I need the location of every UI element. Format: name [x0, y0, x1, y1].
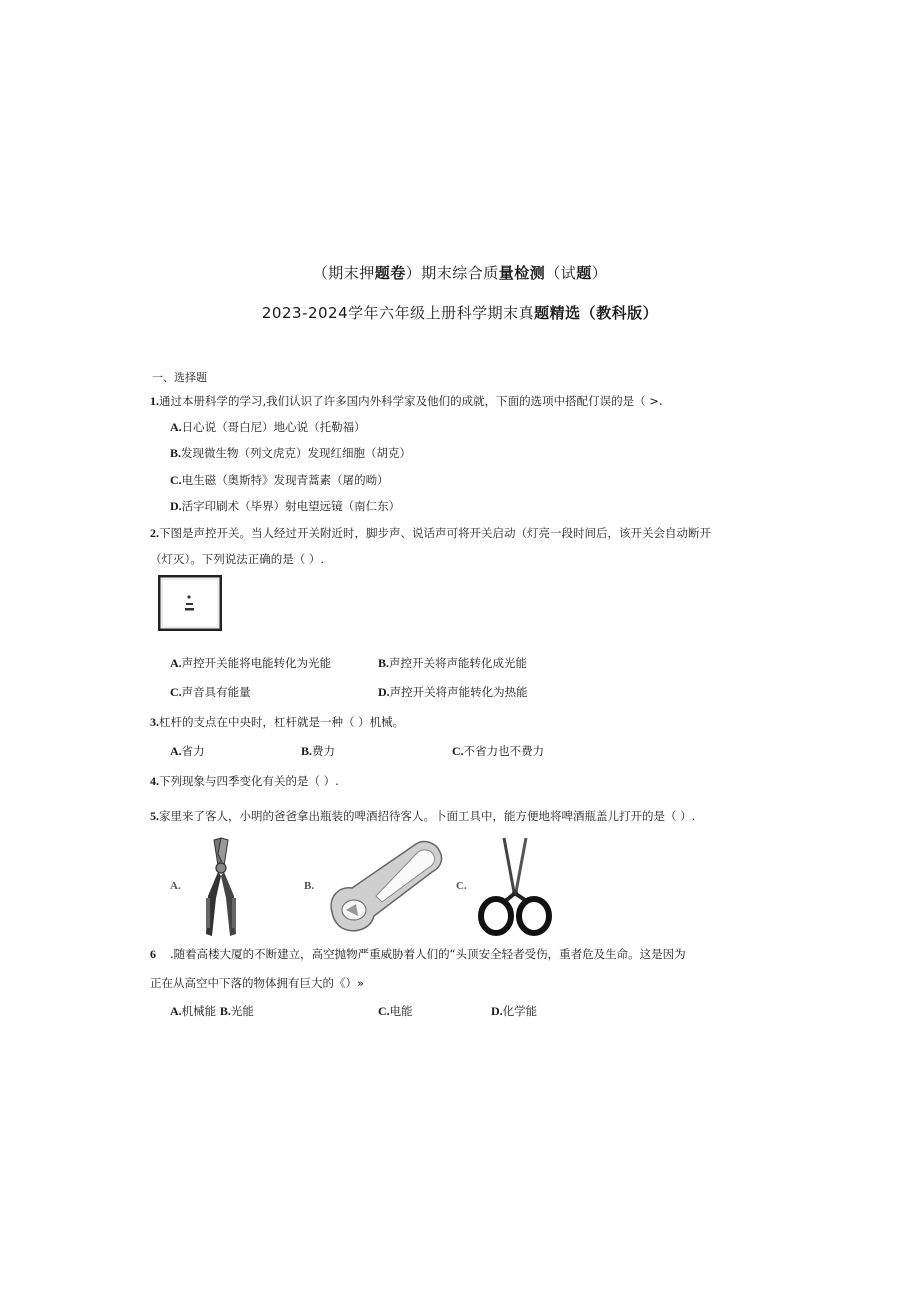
question-text: 下列现象与四季变化有关的是（ ）. — [159, 774, 339, 788]
question-4 — [150, 773, 339, 789]
question-5 — [150, 808, 695, 824]
option-1d — [170, 498, 400, 514]
question-text: 杠杆的支点在中央时，杠杆就是一种（ ）机械。 — [159, 715, 405, 729]
option-letter: A. — [170, 656, 182, 670]
option-1a — [170, 419, 366, 435]
option-letter: B. — [219, 1004, 231, 1018]
question-number: 5. — [150, 809, 159, 823]
option-letter: C. — [378, 1004, 390, 1018]
switch-icon — [158, 575, 222, 631]
question-text: 下图是声控开关。当人经过开关附近时，脚步声、说话声可将开关启动（灯亮一段时间后，该开关会自动断开 — [159, 526, 711, 540]
question-1 — [150, 393, 663, 409]
option-letter: B. — [378, 656, 390, 670]
question-text: .随着高楼大厦的不断建立，高空抛物严重威胁着人们的“头顶安全轻者受伤，重者危及生命。这是因为 — [170, 947, 686, 961]
section-heading: 一、选择题 — [152, 371, 207, 384]
title-part: ） — [591, 264, 608, 282]
title-part: 题 — [576, 264, 592, 282]
option-text: 发现微生物（列文虎克）发现红细胞（胡克） — [181, 446, 412, 460]
option-text: 活字印刷术（毕界）射电望远镜（南仁东） — [181, 499, 401, 513]
bottle-opener-icon — [324, 838, 448, 936]
option-letter: D. — [170, 499, 182, 513]
option-letter: C. — [452, 744, 464, 758]
option-text: 电生磁（奥斯特》发现青蒿素（屠的呦） — [181, 473, 389, 487]
title-part: （试 — [545, 264, 577, 282]
option-6d — [491, 1003, 537, 1019]
question-number: 3. — [150, 715, 159, 729]
option-text: 日心说（哥白尼）地心说（托勒福） — [181, 420, 366, 434]
question-text: 通过本册科学的学习,我们认识了许多国内外科学家及他们的成就，下面的选项中搭配仃误的是（ >. — [159, 394, 663, 408]
option-letter: C. — [170, 685, 182, 699]
question-number: 2. — [150, 526, 159, 540]
option-3a — [170, 743, 205, 759]
option-text: 机械能 — [181, 1004, 220, 1018]
option-2d — [378, 684, 528, 700]
option-3b — [301, 743, 335, 759]
option-letter: B. — [170, 446, 182, 460]
question-6-line2: 正在从高空中下落的物体拥有巨大的《）» — [150, 976, 365, 990]
exam-title-line2 — [0, 302, 920, 323]
question-2-line2: （灯灭）。下列说法正确的是（ ）. — [150, 552, 325, 566]
option-6ab — [170, 1003, 254, 1019]
title-part: 题卷 — [374, 264, 406, 282]
option-text: 声控开关将声能转化为热能 — [389, 685, 528, 699]
option-text: 声控开关将声能转化成光能 — [389, 656, 528, 670]
option-2c — [170, 684, 251, 700]
image-label-b: B. — [304, 880, 315, 892]
title-part: 题精选（教科版） — [534, 304, 659, 322]
title-part: 量检测 — [498, 264, 546, 282]
option-text: 光能 — [230, 1004, 254, 1018]
option-text: 声音具有能量 — [181, 685, 251, 699]
option-letter: A. — [170, 744, 182, 758]
pliers-icon — [194, 836, 248, 940]
title-part: 2023-2024学年六年级上册科学期末真 — [261, 304, 535, 322]
option-text: 声控开关能将电能转化为光能 — [181, 656, 332, 670]
image-label-a: A. — [170, 880, 181, 892]
question-number: 1. — [150, 394, 159, 408]
option-text: 不省力也不费力 — [463, 744, 545, 758]
option-letter: D. — [378, 685, 390, 699]
option-text: 化学能 — [502, 1004, 538, 1018]
option-2a — [170, 655, 331, 671]
question-text: 家里来了客人，小明的爸爸拿出瓶装的啤酒招待客人。卜面工具中，能方便地将啤酒瓶盖儿打开的是（ ）. — [159, 809, 696, 823]
option-1b — [170, 445, 411, 461]
option-letter: D. — [491, 1004, 503, 1018]
question-number: 6 — [150, 947, 156, 961]
option-letter: A. — [170, 1004, 182, 1018]
question-6 — [150, 946, 686, 962]
question-number: 4. — [150, 774, 159, 788]
exam-title-line1 — [0, 262, 920, 283]
question-3 — [150, 714, 404, 730]
title-part: （期末押 — [312, 264, 375, 282]
option-1c — [170, 472, 389, 488]
option-text: 费力 — [312, 744, 336, 758]
question-2 — [150, 525, 711, 541]
title-part: ）期末综合质 — [405, 264, 499, 282]
option-3c — [452, 743, 544, 759]
option-6c — [378, 1003, 413, 1019]
scissors-icon — [474, 836, 556, 938]
option-letter: B. — [301, 744, 313, 758]
option-letter: C. — [170, 473, 182, 487]
option-text: 电能 — [389, 1004, 413, 1018]
option-letter: A. — [170, 420, 182, 434]
option-text: 省力 — [181, 744, 205, 758]
image-label-c: C. — [456, 880, 467, 892]
option-2b — [378, 655, 527, 671]
